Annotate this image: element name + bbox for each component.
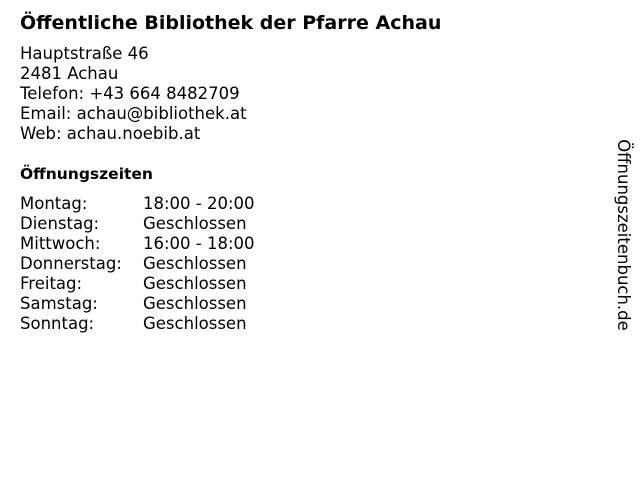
day-hours: 16:00 - 18:00: [143, 234, 255, 253]
day-hours: Geschlossen: [143, 254, 247, 273]
hours-row-wednesday: [20, 234, 255, 254]
website: Web: achau.noebib.at: [20, 124, 201, 143]
hours-row-thursday: [20, 254, 255, 274]
day-hours: Geschlossen: [143, 214, 247, 233]
hours-row-tuesday: [20, 214, 255, 234]
day-hours: Geschlossen: [143, 274, 247, 293]
day-label: Dienstag:: [20, 214, 100, 233]
page-title: Öffentliche Bibliothek der Pfarre Achau: [20, 12, 442, 34]
phone-number: Telefon: +43 664 8482709: [20, 84, 240, 103]
hours-row-sunday: [20, 314, 255, 334]
hours-row-monday: [20, 194, 255, 214]
email-address: Email: achau@bibliothek.at: [20, 104, 247, 123]
day-label: Montag:: [20, 194, 88, 213]
opening-hours-heading: Öffnungszeiten: [20, 165, 153, 183]
street-address: Hauptstraße 46: [20, 44, 149, 63]
day-hours: Geschlossen: [143, 294, 247, 313]
hours-row-saturday: [20, 294, 255, 314]
day-label: Mittwoch:: [20, 234, 101, 253]
day-hours: Geschlossen: [143, 314, 247, 333]
address-block: [20, 44, 247, 144]
day-hours: 18:00 - 20:00: [143, 194, 255, 213]
day-label: Sonntag:: [20, 314, 95, 333]
city-address: 2481 Achau: [20, 64, 119, 83]
opening-hours-table: [20, 194, 255, 334]
site-watermark: [613, 135, 633, 335]
hours-row-friday: [20, 274, 255, 294]
day-label: Donnerstag:: [20, 254, 122, 273]
day-label: Samstag:: [20, 294, 98, 313]
watermark-text: Öffnungszeitenbuch.de: [614, 139, 634, 331]
day-label: Freitag:: [20, 274, 83, 293]
